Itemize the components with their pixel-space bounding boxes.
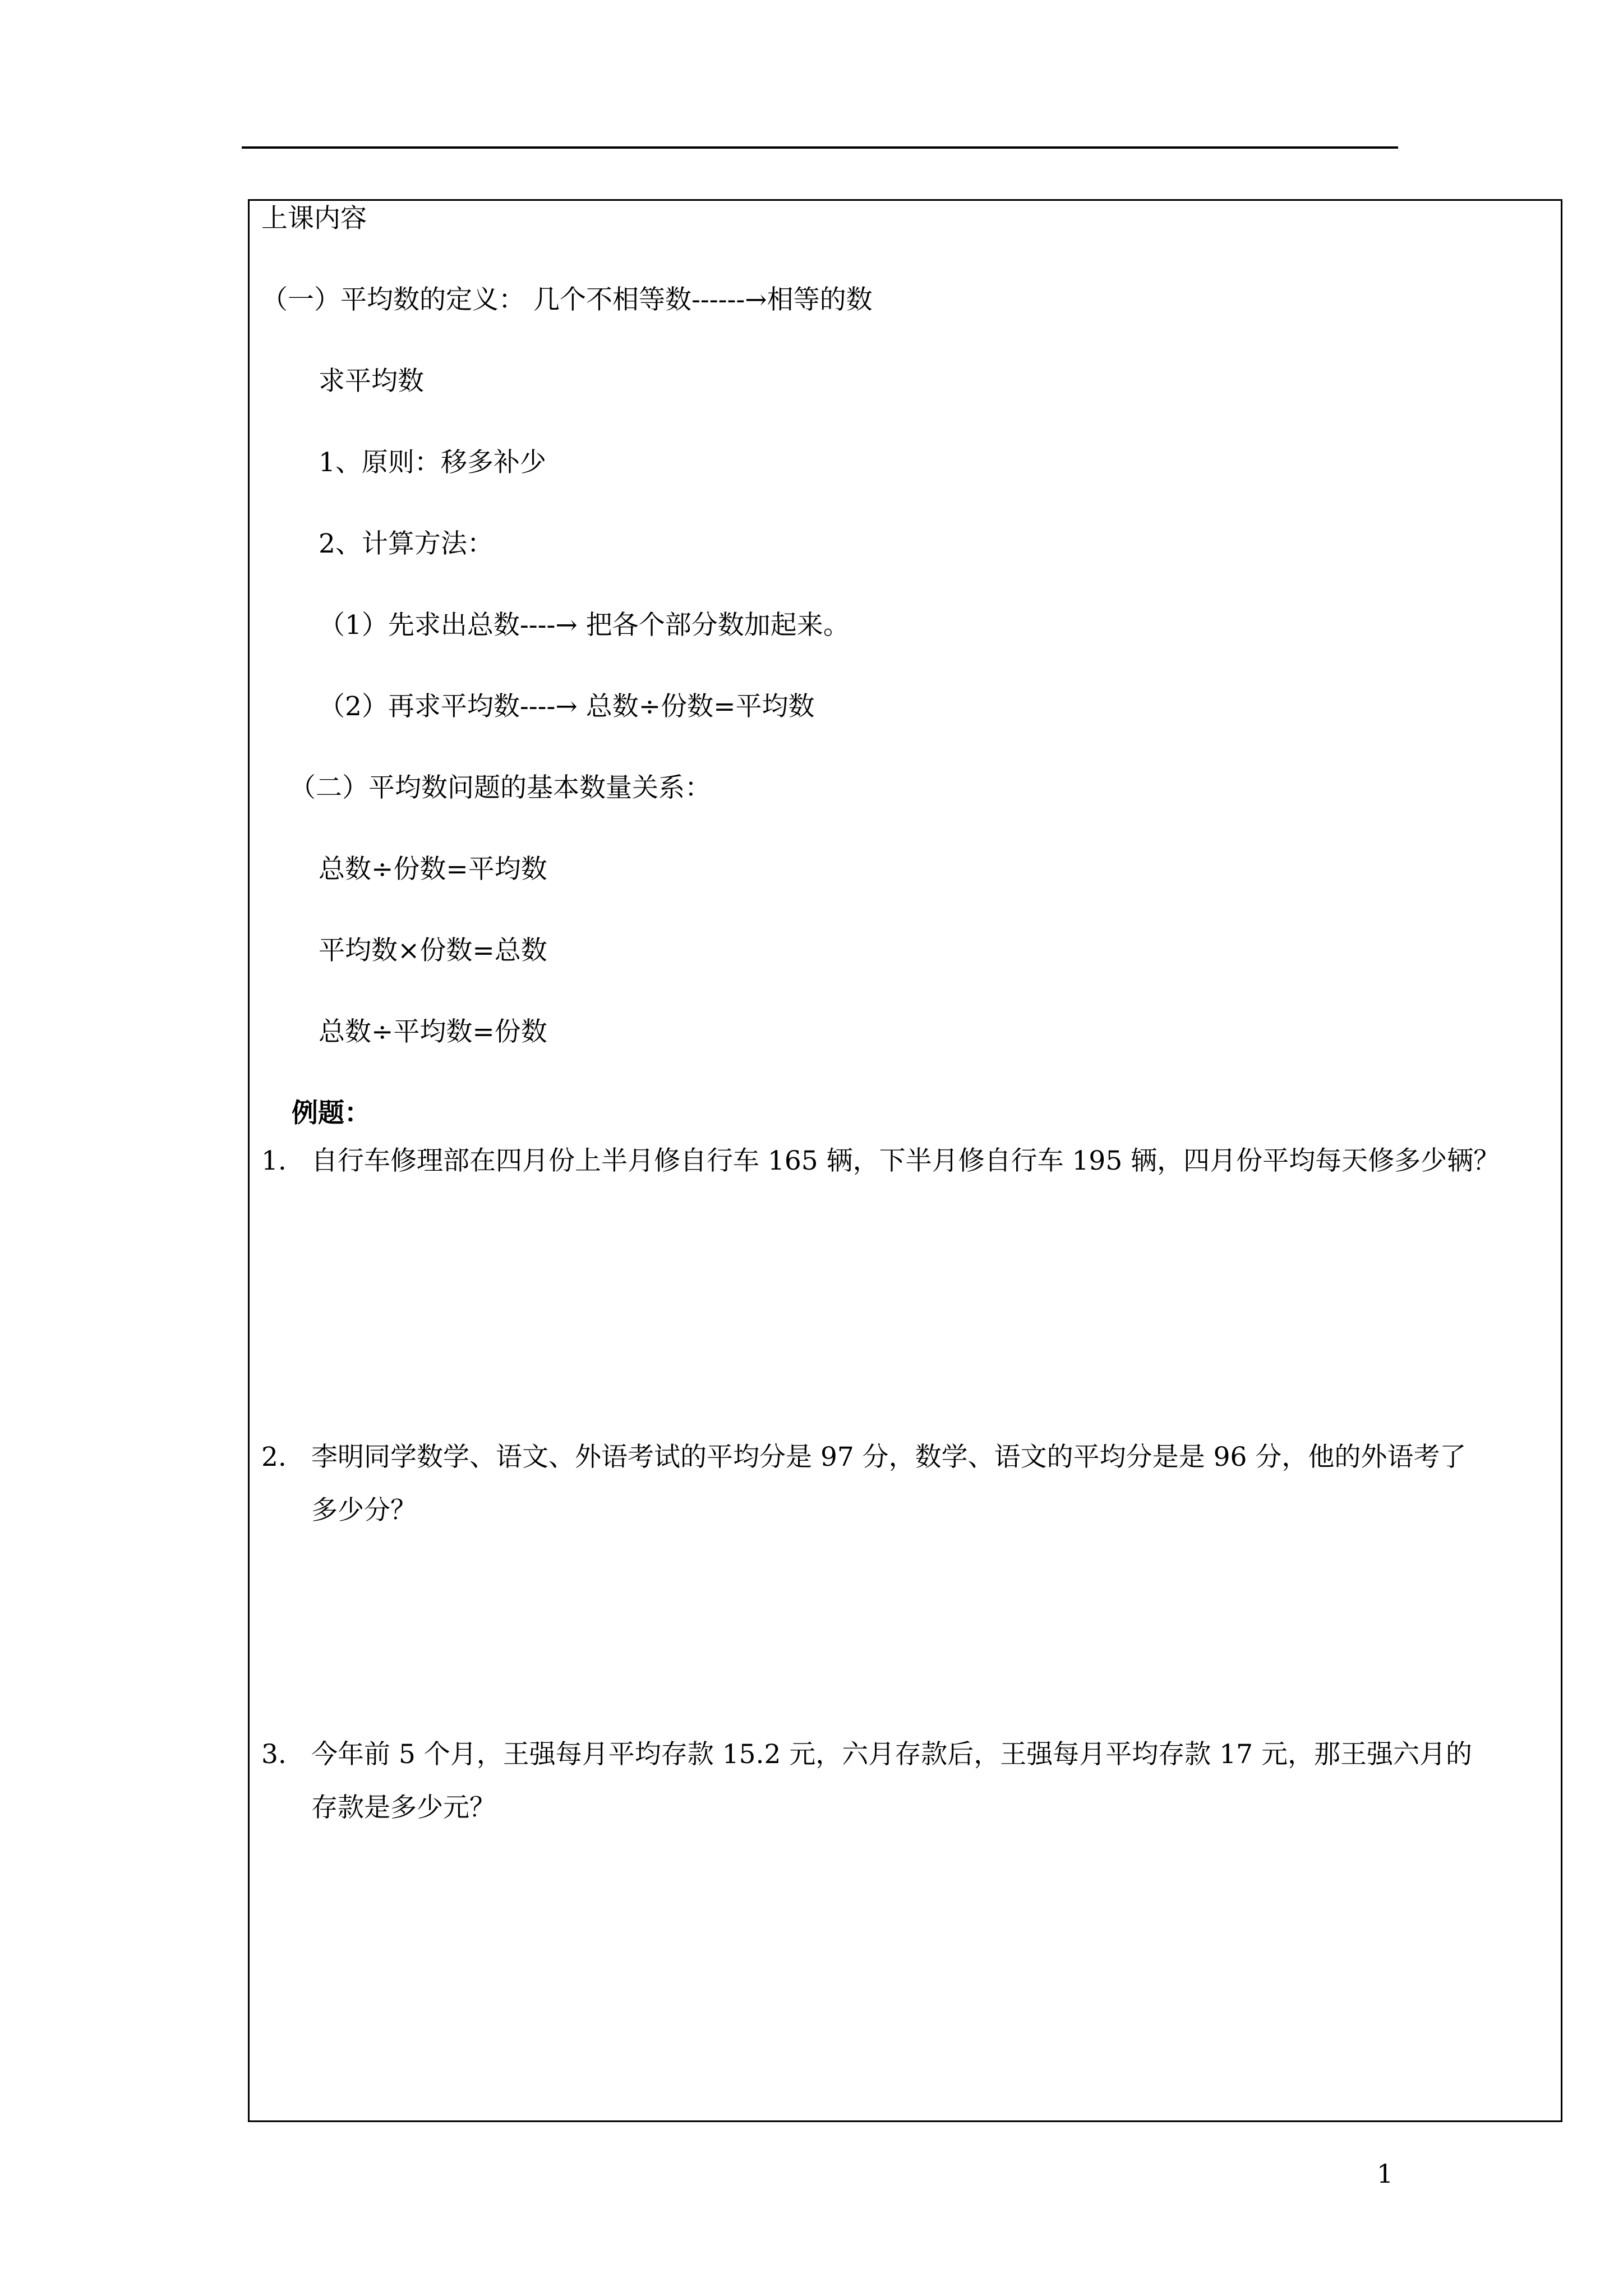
section-title: 上课内容 bbox=[261, 203, 367, 234]
question-2-line-1: 李明同学数学、语文、外语考试的平均分是 97 分，数学、语文的平均分是是 96 分，他的外语考了 bbox=[311, 1442, 1467, 1473]
question-2-line-2: 多少分？ bbox=[311, 1495, 417, 1526]
average-definition: （一）平均数的定义： 几个不相等数------→相等的数 bbox=[261, 284, 873, 315]
question-1-number: 1. bbox=[261, 1145, 287, 1176]
question-3-number: 3. bbox=[261, 1739, 287, 1770]
relation-formula-1: 总数÷份数=平均数 bbox=[319, 854, 547, 885]
question-3 bbox=[311, 1728, 1551, 1834]
question-2-number: 2. bbox=[261, 1442, 287, 1473]
method-step-1: （1）先求出总数----→ 把各个部分数加起来。 bbox=[319, 610, 850, 641]
question-2 bbox=[311, 1430, 1551, 1537]
header-rule bbox=[242, 146, 1398, 149]
page-number: 1 bbox=[1377, 2159, 1394, 2189]
question-3-line-1: 今年前 5 个月，王强每月平均存款 15.2 元，六月存款后，王强每月平均存款 17 元，那王强六月的 bbox=[311, 1739, 1472, 1770]
relation-formula-3: 总数÷平均数=份数 bbox=[319, 1016, 547, 1047]
question-1-line-1: 自行车修理部在四月份上半月修自行车 165 辆，下半月修自行车 195 辆，四月份平均每天修多少辆？ bbox=[311, 1145, 1500, 1176]
principle-line: 1、原则：移多补少 bbox=[319, 447, 546, 478]
examples-label: 例题： bbox=[292, 1098, 371, 1129]
question-3-line-2: 存款是多少元？ bbox=[311, 1792, 496, 1823]
question-1 bbox=[311, 1134, 1551, 1188]
method-step-2: （2）再求平均数----→ 总数÷份数=平均数 bbox=[319, 691, 815, 722]
relation-formula-2: 平均数×份数=总数 bbox=[319, 935, 547, 966]
method-heading: 2、计算方法： bbox=[319, 528, 494, 559]
find-average-heading: 求平均数 bbox=[319, 366, 424, 397]
relations-heading: （二）平均数问题的基本数量关系： bbox=[289, 772, 711, 803]
